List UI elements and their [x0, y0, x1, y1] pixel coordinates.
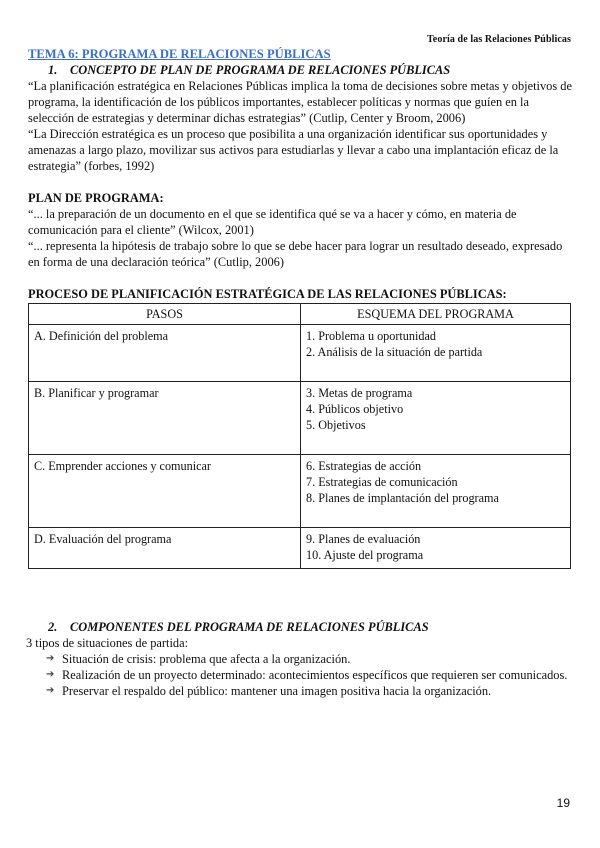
page-content — [28, 46, 573, 699]
list-item: ➔ Realización de un proyecto determinado: acontecimientos específicos que requieren ser comunicados. — [46, 668, 568, 682]
program-item: 4. Públicos objetivo — [306, 402, 404, 416]
table-row — [29, 455, 571, 528]
program-item: 9. Planes de evaluación — [306, 532, 421, 546]
page-title: TEMA 6: PROGRAMA DE RELACIONES PÚBLICAS — [28, 47, 331, 61]
items-cell — [301, 325, 571, 382]
running-header: Teoría de las Relaciones Públicas — [426, 34, 571, 45]
section1-paragraph-2: “La Dirección estratégica es un proceso que posibilita a una organización identificar sus oportunidades y amenazas a largo plazo, movilizar sus activos para estudiarlas y llevar a cabo una implantación eficaz de la estrategia” (forbes, 1992) — [28, 127, 559, 173]
program-item: 2. Análisis de la situación de partida — [306, 345, 483, 359]
section2-number: 2. — [48, 620, 58, 634]
section2-intro: 3 tipos de situaciones de partida: — [26, 636, 189, 650]
section2-heading-text: COMPONENTES DEL PROGRAMA DE RELACIONES PÚBLICAS — [70, 620, 429, 634]
table-row — [29, 528, 571, 569]
program-item: 6. Estrategias de acción — [306, 459, 422, 473]
program-item: 10. Ajuste del programa — [306, 548, 424, 562]
column-header-pasos: PASOS — [29, 304, 301, 325]
program-item: 7. Estrategias de comunicación — [306, 475, 458, 489]
process-heading: PROCESO DE PLANIFICACIÓN ESTRATÉGICA DE LAS RELACIONES PÚBLICAS: — [28, 287, 507, 301]
arrow-bullet-icon: ➔ — [46, 669, 55, 680]
program-item: 1. Problema u oportunidad — [306, 329, 436, 343]
page-number: 19 — [556, 796, 570, 810]
plan-paragraph-1: “... la preparación de un documento en el que se identifica qué se va a hacer y cómo, en materia de comunicación para el cliente” (Wilcox, 2001) — [28, 207, 517, 237]
program-item: 3. Metas de programa — [306, 386, 413, 400]
arrow-bullet-icon: ➔ — [46, 653, 55, 664]
arrow-bullet-icon: ➔ — [46, 685, 55, 696]
situations-list — [28, 651, 573, 699]
program-item: 8. Planes de implantación del programa — [306, 491, 499, 505]
section1-heading-text: CONCEPTO DE PLAN DE PROGRAMA DE RELACIONES PÚBLICAS — [70, 63, 451, 77]
table-row — [29, 382, 571, 455]
process-table — [28, 303, 571, 569]
plan-paragraph-2: “... representa la hipótesis de trabajo sobre lo que se debe hacer para lograr un resultado deseado, expresado en forma de una declaración teórica” (Cutlip, 2006) — [28, 239, 563, 269]
section2-heading — [48, 619, 573, 635]
table-header-row — [29, 304, 571, 325]
column-header-esquema: ESQUEMA DEL PROGRAMA — [301, 304, 571, 325]
step-cell: B. Planificar y programar — [29, 382, 301, 455]
items-cell — [301, 455, 571, 528]
items-cell — [301, 528, 571, 569]
step-cell: D. Evaluación del programa — [29, 528, 301, 569]
plan-heading: PLAN DE PROGRAMA: — [28, 191, 164, 205]
list-item: ➔ Situación de crisis: problema que afecta a la organización. — [46, 652, 351, 666]
items-cell — [301, 382, 571, 455]
program-item: 5. Objetivos — [306, 418, 366, 432]
table-row — [29, 325, 571, 382]
section1-paragraph-1: “La planificación estratégica en Relaciones Públicas implica la toma de decisiones sobre metas y objetivos de programa, la identificación de los públicos importantes, establecer políticas y normas que guíen en la selección de estrategias y determinar dichas estrategias” (Cutlip, Center y Broom, 2006) — [28, 79, 572, 125]
list-item: ➔ Preservar el respaldo del público: mantener una imagen positiva hacia la organización. — [46, 684, 492, 698]
section1-heading — [48, 62, 573, 78]
step-cell: C. Emprender acciones y comunicar — [29, 455, 301, 528]
section1-number: 1. — [48, 63, 58, 77]
step-cell: A. Definición del problema — [29, 325, 301, 382]
